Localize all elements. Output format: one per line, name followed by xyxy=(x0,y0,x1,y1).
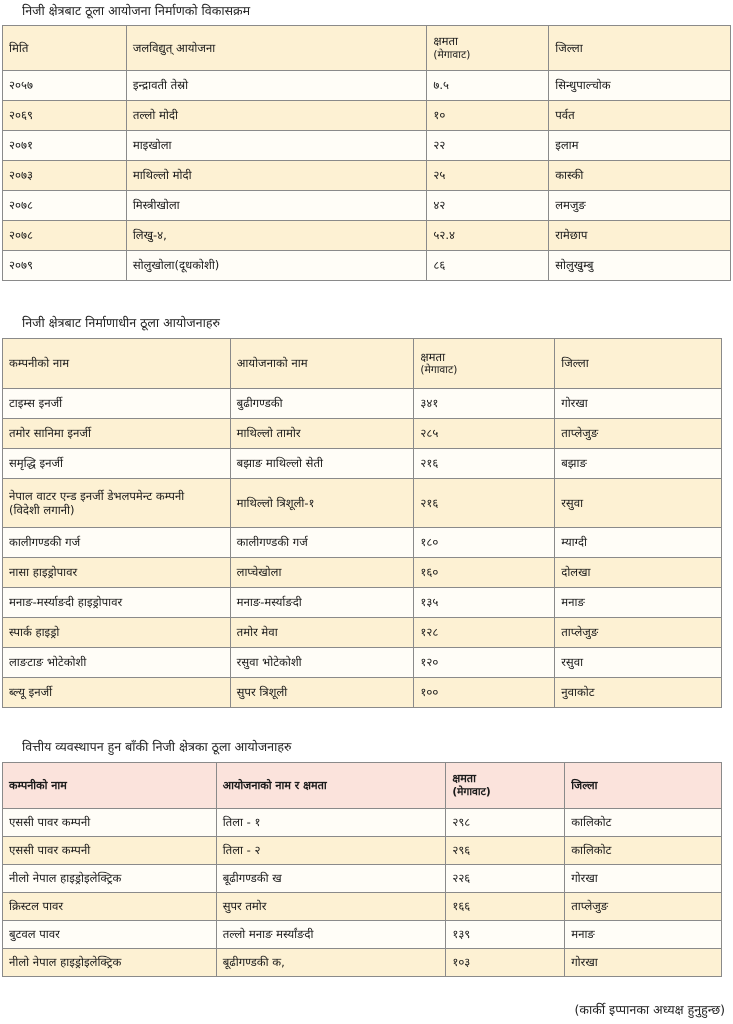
cell-capacity: २२६ xyxy=(446,865,565,893)
cell-district: गोरखा xyxy=(565,949,722,977)
cell-project: तिला - १ xyxy=(216,809,446,837)
header-district: जिल्ला xyxy=(549,26,731,71)
cell-project: इन्द्रावती तेस्रो xyxy=(126,71,427,101)
table-row xyxy=(3,389,722,419)
cell-project: मनाङ-मर्स्याङदी xyxy=(230,588,414,618)
cell-company: बुटवल पावर xyxy=(3,921,217,949)
cell-district: गोरखा xyxy=(565,865,722,893)
cell-capacity: ८६ xyxy=(427,251,549,281)
cell-date: २०७१ xyxy=(3,131,127,161)
cell-district: कालिकोट xyxy=(565,837,722,865)
cell-project: सुपर त्रिशूली xyxy=(230,678,414,708)
cell-project: तल्लो मोदी xyxy=(126,101,427,131)
cell-project: माइखोला xyxy=(126,131,427,161)
header-date: मिति xyxy=(3,26,127,71)
cell-project: कालीगण्डकी गर्ज xyxy=(230,528,414,558)
table-header-row xyxy=(3,339,722,389)
footer-note: (कार्की इप्पानका अध्यक्ष हुनुहुन्छ) xyxy=(574,1002,725,1017)
table-row xyxy=(3,648,722,678)
table-row xyxy=(3,949,722,977)
table-projects-timeline xyxy=(2,25,731,281)
cell-capacity: १६६ xyxy=(446,893,565,921)
cell-project: तल्लो मनाङ मर्स्यांङदी xyxy=(216,921,446,949)
cell-date: २०७८ xyxy=(3,221,127,251)
cell-district: रसुवा xyxy=(555,648,722,678)
cell-district: ताप्लेजुङ xyxy=(555,419,722,449)
cell-district: कालिकोट xyxy=(565,809,722,837)
cell-company: नासा हाइड्रोपावर xyxy=(3,558,231,588)
table-row xyxy=(3,588,722,618)
section3-title: वित्तीय व्यवस्थापन हुन बाँकी निजी क्षेत्रका ठूला आयोजनाहरु xyxy=(22,739,292,754)
cell-capacity: १०० xyxy=(414,678,555,708)
cell-company: लाङटाङ भोटेकोशी xyxy=(3,648,231,678)
header-company: कम्पनीको नाम xyxy=(3,339,231,389)
cell-capacity: १० xyxy=(427,101,549,131)
cell-project: लिखु-४, xyxy=(126,221,427,251)
table-row xyxy=(3,71,731,101)
table-row xyxy=(3,161,731,191)
cell-capacity: १३९ xyxy=(446,921,565,949)
cell-district: ताप्लेजुङ xyxy=(555,618,722,648)
table-row xyxy=(3,618,722,648)
cell-project: रसुवा भोटेकोशी xyxy=(230,648,414,678)
table-under-construction xyxy=(2,338,722,708)
table-row xyxy=(3,251,731,281)
cell-project: सुपर तमोर xyxy=(216,893,446,921)
cell-capacity: १२० xyxy=(414,648,555,678)
table-row xyxy=(3,101,731,131)
cell-company: तमोर सानिमा इनर्जी xyxy=(3,419,231,449)
cell-district: सोलुखुम्बु xyxy=(549,251,731,281)
cell-district: मनाङ xyxy=(555,588,722,618)
cell-capacity: ५२.४ xyxy=(427,221,549,251)
cell-district: सिन्धुपाल्चोक xyxy=(549,71,731,101)
cell-date: २०६९ xyxy=(3,101,127,131)
cell-district: म्याग्दी xyxy=(555,528,722,558)
cell-company: मनाङ-मर्स्याङदी हाइड्रोपावर xyxy=(3,588,231,618)
table-row xyxy=(3,678,722,708)
table-row xyxy=(3,558,722,588)
cell-date: २०७८ xyxy=(3,191,127,221)
cell-district: पर्वत xyxy=(549,101,731,131)
table-header-row xyxy=(3,763,722,809)
cell-capacity: १६० xyxy=(414,558,555,588)
cell-company: समृद्धि इनर्जी xyxy=(3,449,231,479)
cell-capacity: २९६ xyxy=(446,837,565,865)
section2-title: निजी क्षेत्रबाट निर्माणाधीन ठूला आयोजनाहरु xyxy=(22,315,220,330)
cell-capacity: २५ xyxy=(427,161,549,191)
cell-date: २०७३ xyxy=(3,161,127,191)
table-row xyxy=(3,221,731,251)
table-header-row xyxy=(3,26,731,71)
header-district: जिल्ला xyxy=(565,763,722,809)
header-district: जिल्ला xyxy=(555,339,722,389)
table-row xyxy=(3,837,722,865)
cell-project: तमोर मेवा xyxy=(230,618,414,648)
header-capacity: क्षमता (मेगावाट) xyxy=(427,26,549,71)
table-row xyxy=(3,528,722,558)
table-row xyxy=(3,191,731,221)
table-row xyxy=(3,131,731,161)
cell-capacity: २८५ xyxy=(414,419,555,449)
cell-project: बूढीगण्डकी क, xyxy=(216,949,446,977)
cell-district: रसुवा xyxy=(555,479,722,528)
cell-district: बझाङ xyxy=(555,449,722,479)
cell-project: सोलुखोला(दूधकोशी) xyxy=(126,251,427,281)
cell-capacity: ४२ xyxy=(427,191,549,221)
cell-company: ब्ल्यू इनर्जी xyxy=(3,678,231,708)
cell-company: नीलो नेपाल हाइड्रोइलेक्ट्रिक xyxy=(3,865,217,893)
cell-district: मनाङ xyxy=(565,921,722,949)
cell-district: ताप्लेजुङ xyxy=(565,893,722,921)
header-project-capacity: आयोजनाको नाम र क्षमता xyxy=(216,763,446,809)
table-row xyxy=(3,479,722,528)
cell-capacity: २९८ xyxy=(446,809,565,837)
table-row xyxy=(3,419,722,449)
cell-company: टाइम्स इनर्जी xyxy=(3,389,231,419)
table-financing-pending xyxy=(2,762,722,977)
header-project: जलविद्युत् आयोजना xyxy=(126,26,427,71)
section1-title: निजी क्षेत्रबाट ठूला आयोजना निर्माणको विकासक्रम xyxy=(22,3,251,18)
cell-company: एससी पावर कम्पनी xyxy=(3,809,217,837)
header-capacity: क्षमता (मेगावाट) xyxy=(446,763,565,809)
cell-project: माथिल्लो मोदी xyxy=(126,161,427,191)
cell-capacity: ३४१ xyxy=(414,389,555,419)
cell-district: रामेछाप xyxy=(549,221,731,251)
cell-project: तिला - २ xyxy=(216,837,446,865)
cell-project: मिस्त्रीखोला xyxy=(126,191,427,221)
table-row xyxy=(3,809,722,837)
header-capacity: क्षमता (मेगावाट) xyxy=(414,339,555,389)
cell-capacity: १०३ xyxy=(446,949,565,977)
cell-project: बुढीगण्डकी xyxy=(230,389,414,419)
cell-project: लाप्चेखोला xyxy=(230,558,414,588)
table-row xyxy=(3,449,722,479)
cell-project: माथिल्लो त्रिशूली-१ xyxy=(230,479,414,528)
cell-district: कास्की xyxy=(549,161,731,191)
cell-company: क्रिस्टल पावर xyxy=(3,893,217,921)
cell-company: नेपाल वाटर एन्ड इनर्जी डेभलपमेन्ट कम्पनी (विदेशी लगानी) xyxy=(3,479,231,528)
cell-capacity: २१६ xyxy=(414,479,555,528)
cell-company: कालीगण्डकी गर्ज xyxy=(3,528,231,558)
cell-capacity: १३५ xyxy=(414,588,555,618)
cell-district: नुवाकोट xyxy=(555,678,722,708)
cell-date: २०७९ xyxy=(3,251,127,281)
table-row xyxy=(3,865,722,893)
cell-district: गोरखा xyxy=(555,389,722,419)
cell-capacity: २२ xyxy=(427,131,549,161)
table-row xyxy=(3,893,722,921)
cell-district: इलाम xyxy=(549,131,731,161)
cell-date: २०५७ xyxy=(3,71,127,101)
cell-district: दोलखा xyxy=(555,558,722,588)
cell-capacity: ७.५ xyxy=(427,71,549,101)
cell-capacity: १२८ xyxy=(414,618,555,648)
cell-company: एससी पावर कम्पनी xyxy=(3,837,217,865)
cell-company: नीलो नेपाल हाइड्रोइलेक्ट्रिक xyxy=(3,949,217,977)
header-company: कम्पनीको नाम xyxy=(3,763,217,809)
cell-district: लमजुङ xyxy=(549,191,731,221)
table-row xyxy=(3,921,722,949)
cell-company: स्पार्क हाइड्रो xyxy=(3,618,231,648)
cell-project: बझाङ माथिल्लो सेती xyxy=(230,449,414,479)
cell-project: माथिल्लो तामोर xyxy=(230,419,414,449)
cell-project: बूढीगण्डकी ख xyxy=(216,865,446,893)
cell-capacity: २१६ xyxy=(414,449,555,479)
cell-capacity: १८० xyxy=(414,528,555,558)
header-project: आयोजनाको नाम xyxy=(230,339,414,389)
